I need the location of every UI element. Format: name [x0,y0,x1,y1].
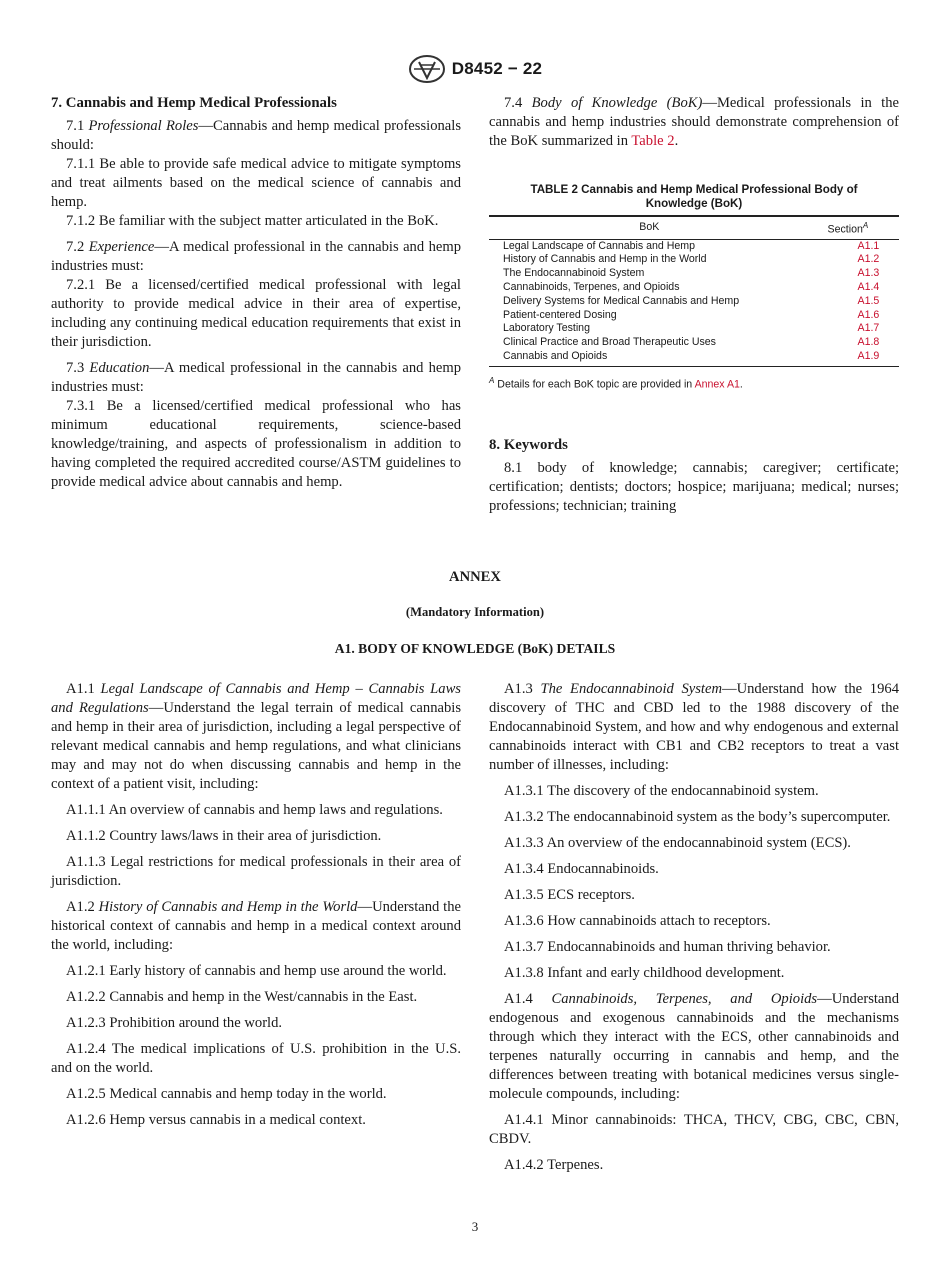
paragraph-a1-3-3: A1.3.3 An overview of the endocannabinoid system (ECS). [504,835,851,851]
section-link-cell[interactable]: A1.1 [857,239,880,252]
section-8 [489,436,899,516]
paragraph-a1-3-2: A1.3.2 The endocannabinoid system as the body’s supercomputer. [504,809,891,825]
paragraph-a1-3-4: A1.3.4 Endocannabinoids. [504,861,659,877]
paragraph-a1-3-1: A1.3.1 The discovery of the endocannabinoid system. [504,783,819,799]
clause-text: —A medical professional in the cannabis and hemp industries must: [51,360,461,395]
paragraph-a1-4 [489,990,899,1104]
paragraph-a1-2-2: A1.2.2 Cannabis and hemp in the West/cannabis in the East. [66,989,418,1005]
bok-topic-cell: Patient-centered Dosing [503,308,617,321]
clause-text: —A medical professional in the cannabis and hemp industries must: [51,239,461,274]
paragraph-a1-2 [51,898,461,955]
clause-title: The Endocannabinoid System [540,681,722,697]
clause-number: A1.3 [504,681,533,697]
paragraph-a1-3-7: A1.3.7 Endocannabinoids and human thriving behavior. [504,939,831,955]
clause-text: —Understand the historical context of cannabis and hemp in a medical context around the world, including: [51,899,461,953]
paragraph-a1-1-1: A1.1.1 An overview of cannabis and hemp laws and regulations. [66,802,443,818]
section-link-cell[interactable]: A1.3 [857,267,880,280]
annex-title: ANNEX [449,569,501,585]
paragraph-a1-1-3: A1.1.3 Legal restrictions for medical professionals in their area of jurisdiction. [51,854,461,889]
paragraph-7-4 [489,94,899,151]
paragraph-7-3 [51,359,461,397]
annex-left-column [51,680,461,1137]
paragraph-7-2-1: 7.2.1 Be a licensed/certified medical professional with legal authority to provide medical advice in their area of expertise, including any continuing medical education requirements that exist in their jurisdiction. [51,277,461,350]
paragraph-a1-4-1: A1.4.1 Minor cannabinoids: THCA, THCV, CBG, CBC, CBN, CBDV. [489,1112,899,1147]
bok-topic-cell: History of Cannabis and Hemp in the World [503,253,707,266]
paragraph-7-1-1: 7.1.1 Be able to provide safe medical advice to mitigate symptoms and treat ailments based on the medical science of cannabis and hemp. [51,156,461,210]
paragraph-a1-2-4: A1.2.4 The medical implications of U.S. prohibition in the U.S. and on the world. [51,1041,461,1076]
clause-number: A1.4 [504,991,533,1007]
clause-number: 7.3 [66,360,85,376]
page-header [0,52,950,86]
paragraph-8-1: 8.1 body of knowledge; cannabis; caregiver; certificate; certification; dentists; doctors; hospice; marijuana; medical; nurses; professions; technician; training [489,460,899,515]
table-body [489,239,899,366]
page-number: 3 [471,1219,479,1234]
table-footnote [489,371,899,395]
paragraph-a1-2-1: A1.2.1 Early history of cannabis and hemp use around the world. [66,963,447,979]
section-8-heading: 8. Keywords [489,437,568,454]
table-row [489,253,899,267]
footnote-marker: A [489,375,495,385]
paragraph-7-1 [51,117,461,155]
footnote-text: Details for each BoK topic are provided in [494,378,695,391]
column-header-bok: BoK [489,216,810,239]
section-link-cell[interactable]: A1.8 [857,336,880,349]
annex-right-column [489,680,899,1182]
clause-text: —Understand endogenous and exogenous cannabinoids and the mechanisms through which they interact with the ECS, other cannabinoids and terpenes naturally occurring in cannabis and hemp, and the differences between treating with botanical medicines versus single-molecule compounds, including: [489,991,899,1102]
right-top-column [489,94,899,523]
clause-title: Education [89,360,150,376]
section-link-cell[interactable]: A1.4 [857,280,880,293]
annex-subtitle: (Mandatory Information) [405,605,545,619]
bok-topic-cell: Legal Landscape of Cannabis and Hemp [503,239,696,252]
table-row [489,350,899,366]
table-row [489,239,899,253]
paragraph-a1-1-2: A1.1.2 Country laws/laws in their area of jurisdiction. [66,828,382,844]
paragraph-a1-3-5: A1.3.5 ECS receptors. [504,887,635,903]
bok-topic-cell: Laboratory Testing [503,322,590,335]
clause-title: Professional Roles [88,118,199,134]
paragraph-7-3-1: 7.3.1 Be a licensed/certified medical professional who has minimum educational requirements, science-based knowledge/training, and aspects of professionalism in addition to having completed the required accredited course/ASTM guidelines to provide medical advice about cannabis and hemp. [51,398,461,490]
section-link-cell[interactable]: A1.7 [857,322,880,335]
document-id: D8452 − 22 [451,59,543,78]
clause-end: . [674,133,679,149]
clause-number: A1.2 [66,899,95,915]
section-link-cell[interactable]: A1.5 [857,294,880,307]
bok-topic-cell: The Endocannabinoid System [503,267,645,280]
bok-topic-cell: Delivery Systems for Medical Cannabis and Hemp [503,294,740,307]
section-link-cell[interactable]: A1.6 [857,308,880,321]
paragraph-a1-1 [51,680,461,794]
paragraph-a1-4-2: A1.4.2 Terpenes. [504,1157,604,1173]
column-header-section [810,216,899,239]
table-2-title: TABLE 2 Cannabis and Hemp Medical Professional Body of Knowledge (BoK) [530,183,858,210]
table-header-row [489,216,899,239]
bok-topic-cell: Cannabinoids, Terpenes, and Opioids [503,280,680,293]
clause-title: Legal Landscape of Cannabis and Hemp – Cannabis Laws and Regulations [51,681,461,716]
clause-title: Experience [88,239,155,255]
section-link-cell[interactable]: A1.2 [857,253,880,266]
clause-text: —Understand how the 1964 discovery of THC and CBD led to the 1988 discovery of the Endocannabinoid System, and how and why endogenous and external cannabinoids interact with CB1 and CB2 receptors to treat a vast number of illnesses, including: [489,681,899,773]
clause-text: —Understand the legal terrain of medical cannabis and hemp in their area of jurisdiction, including a legal perspective of relevant medical cannabis and hemp regulations, and what clinicians may and may not do when discussing cannabis and hemp in the context of a patient visit, including: [51,700,461,792]
bok-topic-cell: Clinical Practice and Broad Therapeutic Uses [503,336,716,349]
clause-number: A1.1 [66,681,95,697]
table-row [489,281,899,295]
section-link-cell[interactable]: A1.9 [810,350,899,366]
clause-number: 7.4 [504,95,523,111]
clause-title: Cannabinoids, Terpenes, and Opioids [551,991,818,1007]
clause-number: 7.1 [66,118,85,134]
paragraph-a1-2-5: A1.2.5 Medical cannabis and hemp today in the world. [66,1086,387,1102]
section-7-heading: 7. Cannabis and Hemp Medical Professionals [51,95,337,111]
annex-a1-link[interactable]: Annex A1 [694,378,740,391]
footnote-end: . [739,378,743,391]
table-row [489,322,899,336]
annex-section-title: A1. BODY OF KNOWLEDGE (BoK) DETAILS [334,641,616,656]
bok-topic-cell: Cannabis and Opioids [489,350,810,366]
table-row [489,309,899,323]
paragraph-7-2 [51,238,461,276]
table-row [489,336,899,350]
paragraph-a1-2-6: A1.2.6 Hemp versus cannabis in a medical context. [66,1112,366,1128]
bok-table [489,215,899,367]
paragraph-a1-2-3: A1.2.3 Prohibition around the world. [66,1015,283,1031]
clause-text: —Medical professionals in the cannabis and hemp industries should demonstrate comprehension of the BoK summarized in [489,95,899,149]
paragraph-a1-3 [489,680,899,775]
clause-text: —Cannabis and hemp medical professionals should: [51,118,462,153]
table-2-link[interactable]: Table 2 [631,133,675,149]
clause-number: 7.2 [66,239,85,255]
footnote-marker: A [862,221,869,230]
table-row [489,267,899,281]
column-header-section-label: Section [827,223,863,236]
paragraph-a1-3-8: A1.3.8 Infant and early childhood development. [504,965,785,981]
astm-logo-icon [408,54,446,84]
paragraph-a1-3-6: A1.3.6 How cannabinoids attach to receptors. [504,913,771,929]
paragraph-7-1-2: 7.1.2 Be familiar with the subject matter articulated in the BoK. [66,213,439,229]
clause-title: History of Cannabis and Hemp in the World [98,899,358,915]
section-7-column [51,94,461,499]
table-row [489,295,899,309]
clause-title: Body of Knowledge (BoK) [531,95,703,111]
